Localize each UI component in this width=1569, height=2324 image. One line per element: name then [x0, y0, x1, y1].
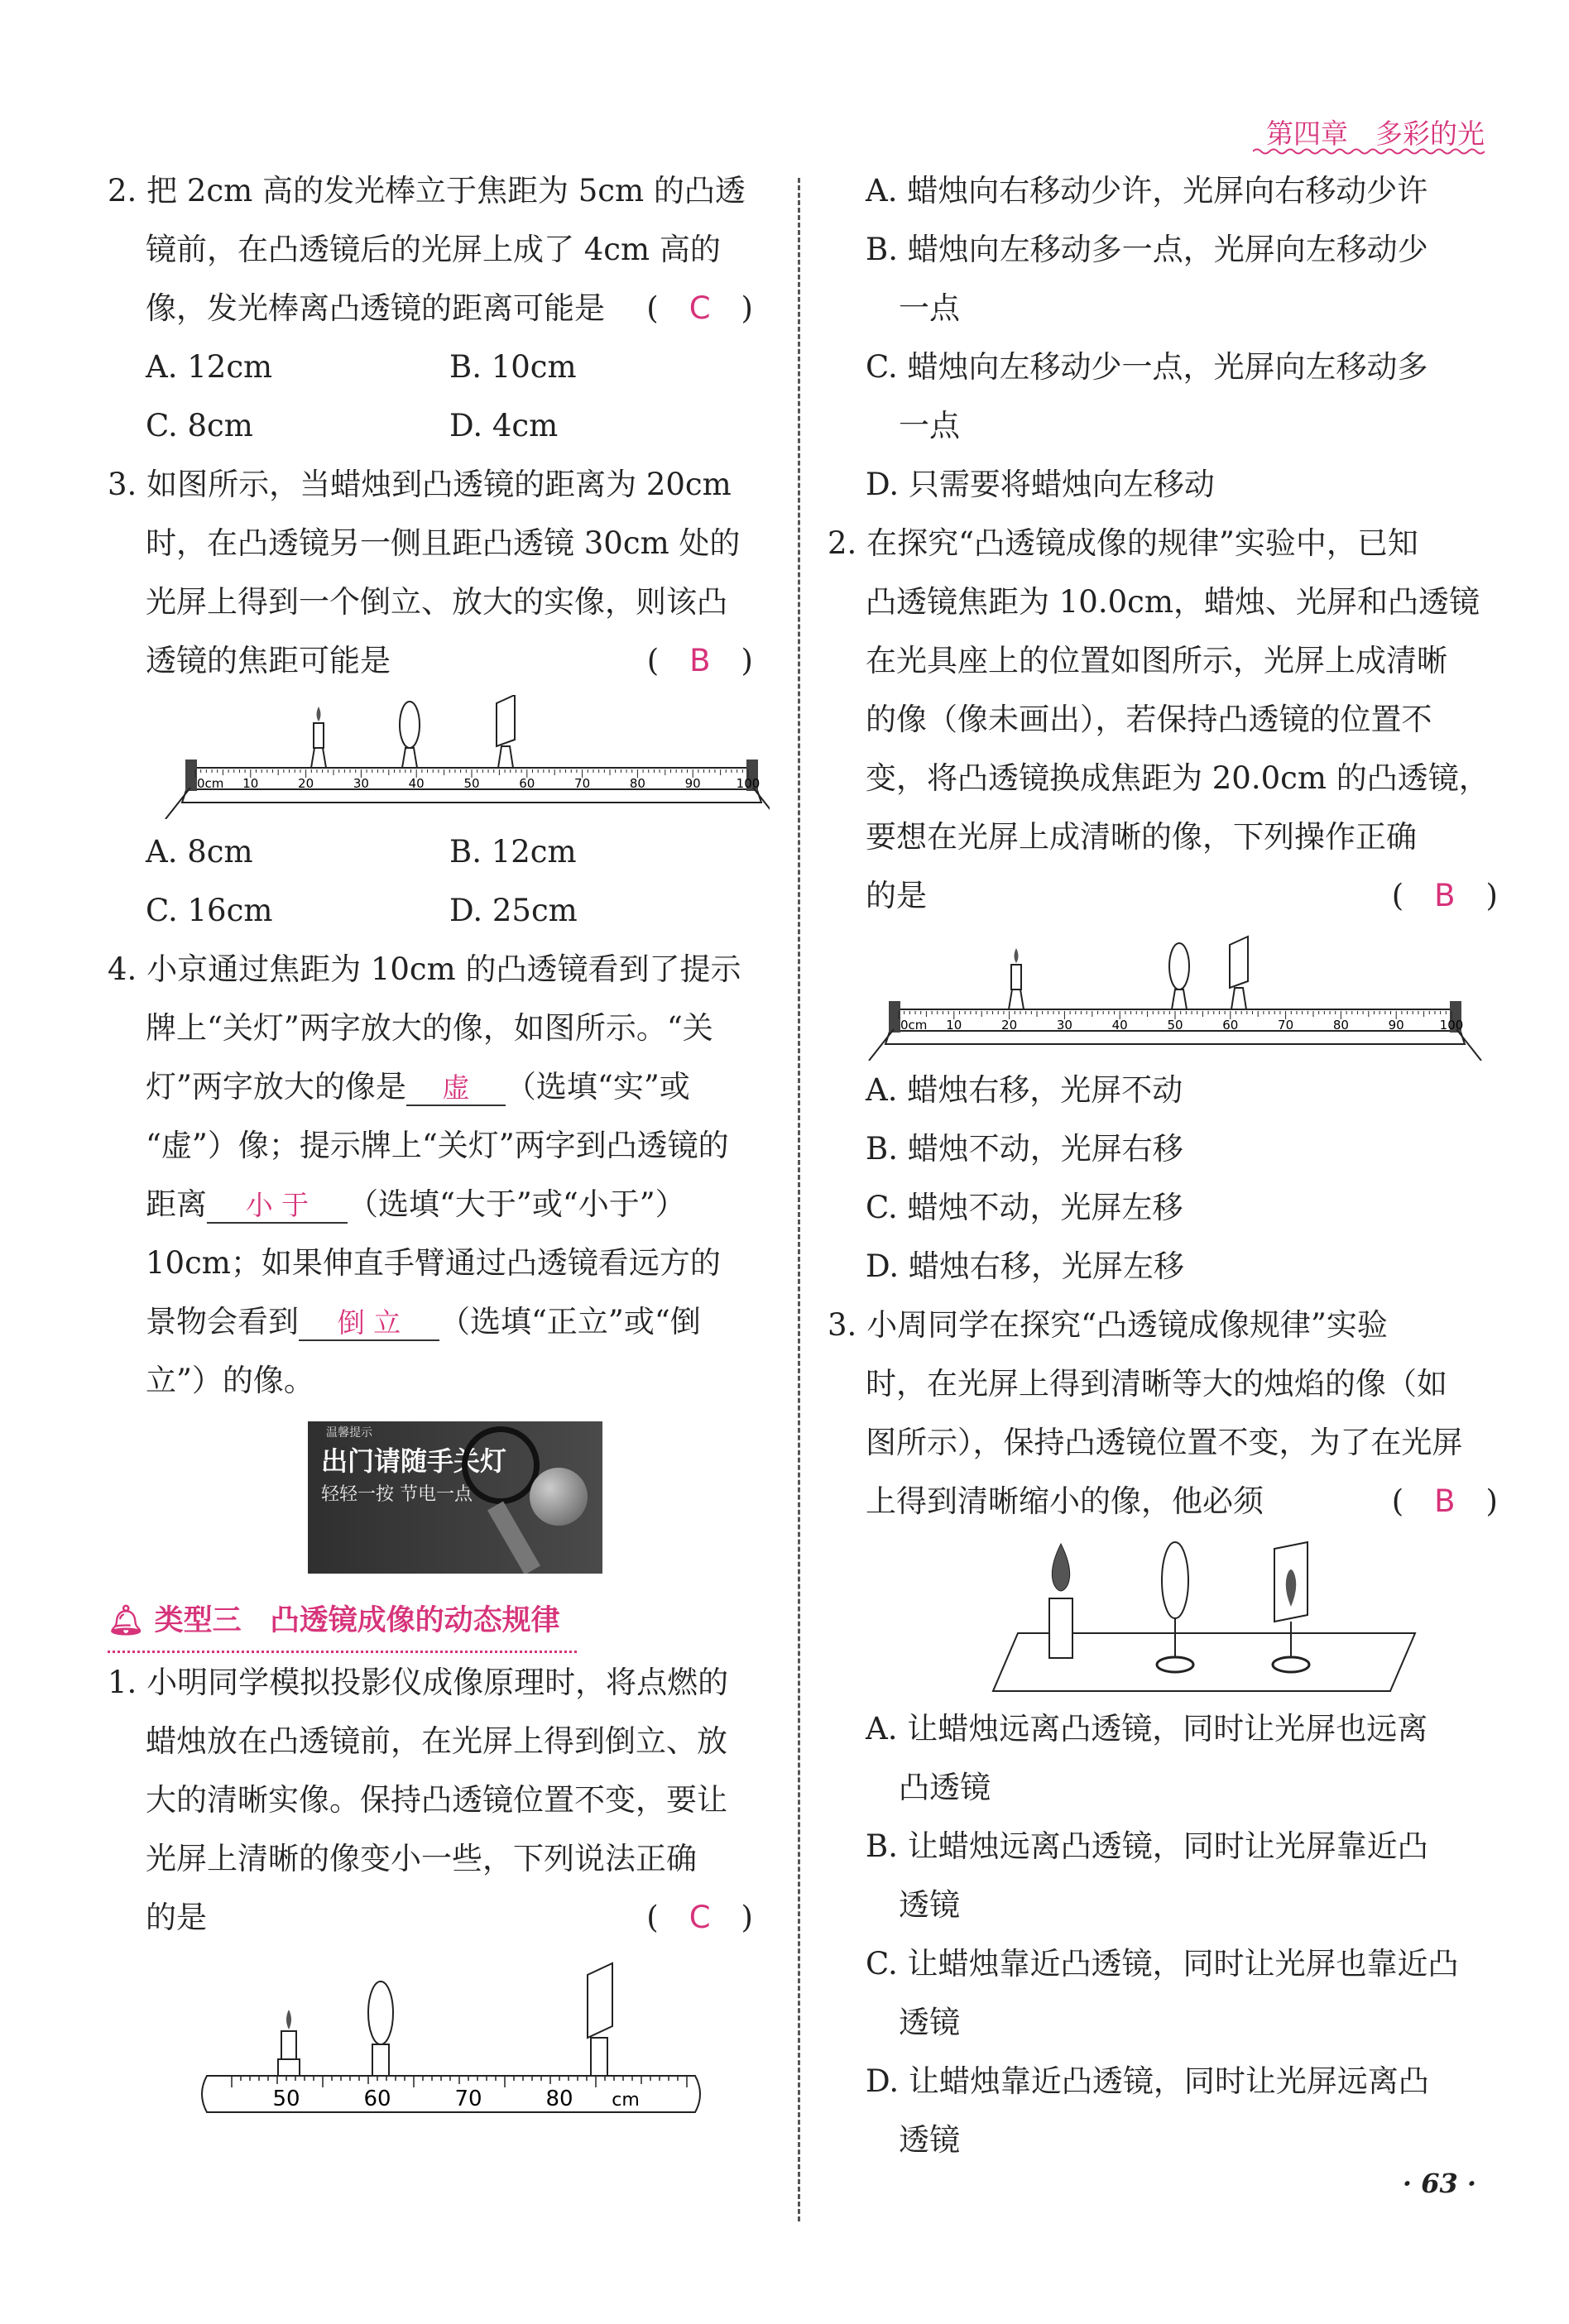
- question-number: 3.: [108, 467, 137, 502]
- question-text: 小京通过焦距为 10cm 的凸透镜看到了提示: [146, 951, 741, 987]
- option-c: C. 蜡烛向左移动少一点，光屏向左移动多: [866, 349, 1428, 385]
- screen: [497, 695, 515, 768]
- scale-label: 60: [1222, 1018, 1239, 1033]
- scale-label: 90: [1388, 1018, 1404, 1033]
- candle: [311, 707, 326, 768]
- chapter-header: 第四章 多彩的光: [1266, 117, 1485, 150]
- scale-label: 10: [242, 776, 259, 791]
- answer-choice: B: [1434, 1483, 1456, 1519]
- scale-label: 50: [1167, 1018, 1183, 1033]
- question-text: 蜡烛放在凸透镜前，在光屏上得到倒立、放: [146, 1723, 727, 1759]
- screen: [1230, 937, 1248, 1009]
- question-2: [108, 161, 753, 455]
- option-c: C. 8cm: [146, 408, 253, 443]
- optical-bench-figure: [861, 928, 1490, 1061]
- candle-lens-screen-figure: [968, 1534, 1432, 1699]
- scale-label: 20: [1001, 1018, 1018, 1033]
- option-b: B. 12cm: [449, 834, 577, 870]
- question-number: 2.: [828, 525, 857, 561]
- option-a: A. 8cm: [146, 834, 253, 870]
- question-text: 大的清晰实像。保持凸透镜位置不变，要让: [146, 1782, 727, 1818]
- answer-bracket: ( B ): [1391, 1483, 1498, 1519]
- option-c-continued: 透镜: [899, 2005, 960, 2040]
- scale-label: 40: [1111, 1018, 1128, 1033]
- option-c: C. 让蜡烛靠近凸透镜，同时让光屏也靠近凸: [866, 1946, 1459, 1981]
- scale-label: 0cm: [900, 1018, 928, 1033]
- option-d: D. 只需要将蜡烛向左移动: [866, 467, 1215, 502]
- answer-choice: C: [689, 1900, 711, 1935]
- fill-blank-2[interactable]: 小 于: [207, 1189, 348, 1224]
- scale-label: 100: [1439, 1018, 1464, 1033]
- scale-label: 30: [353, 776, 369, 791]
- header-wave-decoration: [1253, 147, 1485, 156]
- question-number: 3.: [828, 1307, 857, 1343]
- question-text: 时，在凸透镜另一侧且距凸透镜 30cm 处的: [146, 525, 741, 561]
- question-text: 小周同学在探究“凸透镜成像规律”实验: [866, 1307, 1388, 1343]
- section3-question-2: [828, 514, 1498, 1296]
- question-text: 在光具座上的位置如图所示，光屏上成清晰: [866, 643, 1447, 678]
- ruler-label: 70: [454, 2087, 482, 2111]
- option-d: D. 4cm: [449, 408, 559, 443]
- option-c: C. 16cm: [146, 893, 273, 928]
- scale-label: 80: [629, 776, 645, 791]
- option-b: B. 让蜡烛远离凸透镜，同时让光屏靠近凸: [866, 1828, 1428, 1864]
- question-text: 光屏上得到一个倒立、放大的实像，则该凸: [146, 584, 727, 620]
- question-text: 距离: [146, 1186, 207, 1222]
- question-text: 在探究“凸透镜成像的规律”实验中，已知: [866, 525, 1418, 561]
- question-text: 图所示），保持凸透镜位置不变，为了在光屏: [866, 1425, 1463, 1460]
- scale-label: 40: [408, 776, 425, 791]
- option-d: D. 25cm: [449, 893, 578, 928]
- option-d: D. 让蜡烛靠近凸透镜，同时让光屏远离凸: [866, 2063, 1429, 2099]
- question-text: 立”）的像。: [146, 1363, 314, 1398]
- optical-bench-figure: [157, 695, 770, 819]
- ruler-label: 80: [545, 2087, 573, 2111]
- scale-label: 60: [519, 776, 535, 791]
- candle: [1009, 948, 1024, 1009]
- question-text: 把 2cm 高的发光棒立于焦距为 5cm 的凸透: [146, 173, 746, 208]
- sign-photo: [308, 1421, 602, 1574]
- question-number: 1.: [108, 1665, 137, 1700]
- answer-bracket: ( B ): [646, 643, 753, 678]
- scale-label: 0cm: [197, 776, 224, 791]
- question-text: 的是: [146, 1900, 207, 1935]
- option-c: C. 蜡烛不动，光屏左移: [866, 1190, 1183, 1225]
- option-d: D. 蜡烛右移，光屏左移: [866, 1248, 1184, 1284]
- sign-small-text: 温馨提示: [326, 1426, 372, 1440]
- convex-lens: [368, 1981, 393, 2076]
- question-text: 牌上“关灯”两字放大的像，如图所示。“关: [146, 1010, 713, 1046]
- option-b-continued: 一点: [899, 290, 960, 326]
- candle: [278, 2010, 300, 2076]
- option-b-continued: 透镜: [899, 1887, 960, 1923]
- fill-blank-1[interactable]: 虚: [406, 1071, 506, 1106]
- question-text: 的像（像未画出），若保持凸透镜的位置不: [866, 702, 1432, 737]
- scale-label: 100: [736, 776, 761, 791]
- question-text: 如图所示，当蜡烛到凸透镜的距离为 20cm: [146, 467, 732, 502]
- scale-label: 70: [574, 776, 591, 791]
- question-text: 10cm；如果伸直手臂通过凸透镜看远方的: [146, 1245, 721, 1281]
- section3-question-3: [828, 1296, 1498, 2169]
- answer-choice: C: [689, 290, 711, 326]
- option-c-continued: 一点: [899, 408, 960, 443]
- question-number: 4.: [108, 951, 137, 987]
- question-text: （选填“正立”或“倒: [439, 1304, 701, 1339]
- candle: [1049, 1544, 1072, 1658]
- answer-bracket: ( C ): [646, 290, 753, 326]
- option-a: A. 蜡烛向右移动少许，光屏向右移动少许: [866, 173, 1428, 208]
- fill-blank-3[interactable]: 倒 立: [299, 1306, 439, 1341]
- question-text: 灯”两字放大的像是: [146, 1069, 406, 1104]
- question-text: 变，将凸透镜换成焦距为 20.0cm 的凸透镜，: [866, 760, 1490, 796]
- question-text: 要想在光屏上成清晰的像，下列操作正确: [866, 819, 1417, 855]
- question-text: （选填“大于”或“小于”）: [348, 1186, 686, 1222]
- answer-choice: B: [1434, 878, 1456, 913]
- scale-label: 50: [463, 776, 480, 791]
- question-text: 光屏上清晰的像变小一些，下列说法正确: [146, 1841, 697, 1876]
- option-b: B. 10cm: [449, 349, 577, 385]
- option-b: B. 蜡烛向左移动多一点，光屏向左移动少: [866, 232, 1428, 267]
- scale-label: 80: [1332, 1018, 1349, 1033]
- question-text: 小明同学模拟投影仪成像原理时，将点燃的: [146, 1665, 729, 1700]
- bell-icon: 🔔︎: [108, 1604, 145, 1637]
- question-4: [108, 940, 753, 1574]
- section-heading: [108, 1592, 577, 1653]
- option-b: B. 蜡烛不动，光屏右移: [866, 1131, 1183, 1167]
- question-text: 凸透镜焦距为 10.0cm，蜡烛、光屏和凸透镜: [866, 584, 1480, 620]
- ruler-label: 50: [272, 2087, 300, 2111]
- globe-icon: [530, 1468, 588, 1526]
- question-text: 时，在光屏上得到清晰等大的烛焰的像（如: [866, 1366, 1447, 1402]
- scale-label: 90: [684, 776, 701, 791]
- option-a: A. 蜡烛右移，光屏不动: [866, 1072, 1183, 1108]
- sign-main-text: 出门请随手关灯: [321, 1445, 507, 1477]
- left-column: [108, 161, 761, 2134]
- scale-label: 10: [946, 1018, 962, 1033]
- answer-bracket: ( C ): [646, 1900, 753, 1935]
- question-3: [108, 455, 761, 940]
- question-text: 上得到清晰缩小的像，他必须: [866, 1483, 1264, 1519]
- right-column: [828, 161, 1498, 2169]
- ruler-label: 60: [363, 2087, 391, 2111]
- option-a: A. 12cm: [146, 349, 273, 385]
- convex-lens: [1169, 943, 1189, 1009]
- ruler-label: cm: [612, 2090, 640, 2111]
- screen: [588, 1963, 612, 2076]
- section3-question-1: [108, 1653, 753, 2134]
- option-a: A. 让蜡烛远离凸透镜，同时让光屏也远离: [866, 1711, 1428, 1747]
- option-a-continued: 凸透镜: [899, 1770, 991, 1805]
- question-text: 像，发光棒离凸透镜的距离可能是: [146, 290, 605, 326]
- question-text: “虚”）像；提示牌上“关灯”两字到凸透镜的: [146, 1128, 729, 1163]
- question-text: 透镜的焦距可能是: [146, 643, 391, 678]
- sign-sub-text: 轻轻一按 节电一点: [321, 1484, 473, 1505]
- question-number: 2.: [108, 173, 137, 208]
- magnifier-handle: [487, 1502, 540, 1574]
- answer-bracket: ( B ): [1391, 878, 1498, 913]
- question-text: 景物会看到: [146, 1304, 299, 1339]
- scale-label: 70: [1278, 1018, 1294, 1033]
- column-divider: [798, 178, 800, 2221]
- page-number: · 63 ·: [1402, 2168, 1476, 2199]
- section-title: 类型三 凸透镜成像的动态规律: [154, 1604, 560, 1637]
- option-d-continued: 透镜: [899, 2122, 960, 2158]
- scale-label: 30: [1056, 1018, 1072, 1033]
- question-text: 的是: [866, 878, 927, 913]
- answer-choice: B: [689, 643, 711, 678]
- convex-lens: [400, 702, 420, 768]
- magnifier-icon: [462, 1426, 540, 1504]
- scale-label: 20: [298, 776, 314, 791]
- question-text: （选填“实”或: [505, 1069, 690, 1104]
- question-text: 镜前，在凸透镜后的光屏上成了 4cm 高的: [146, 232, 721, 267]
- ruler-figure: [199, 1952, 712, 2134]
